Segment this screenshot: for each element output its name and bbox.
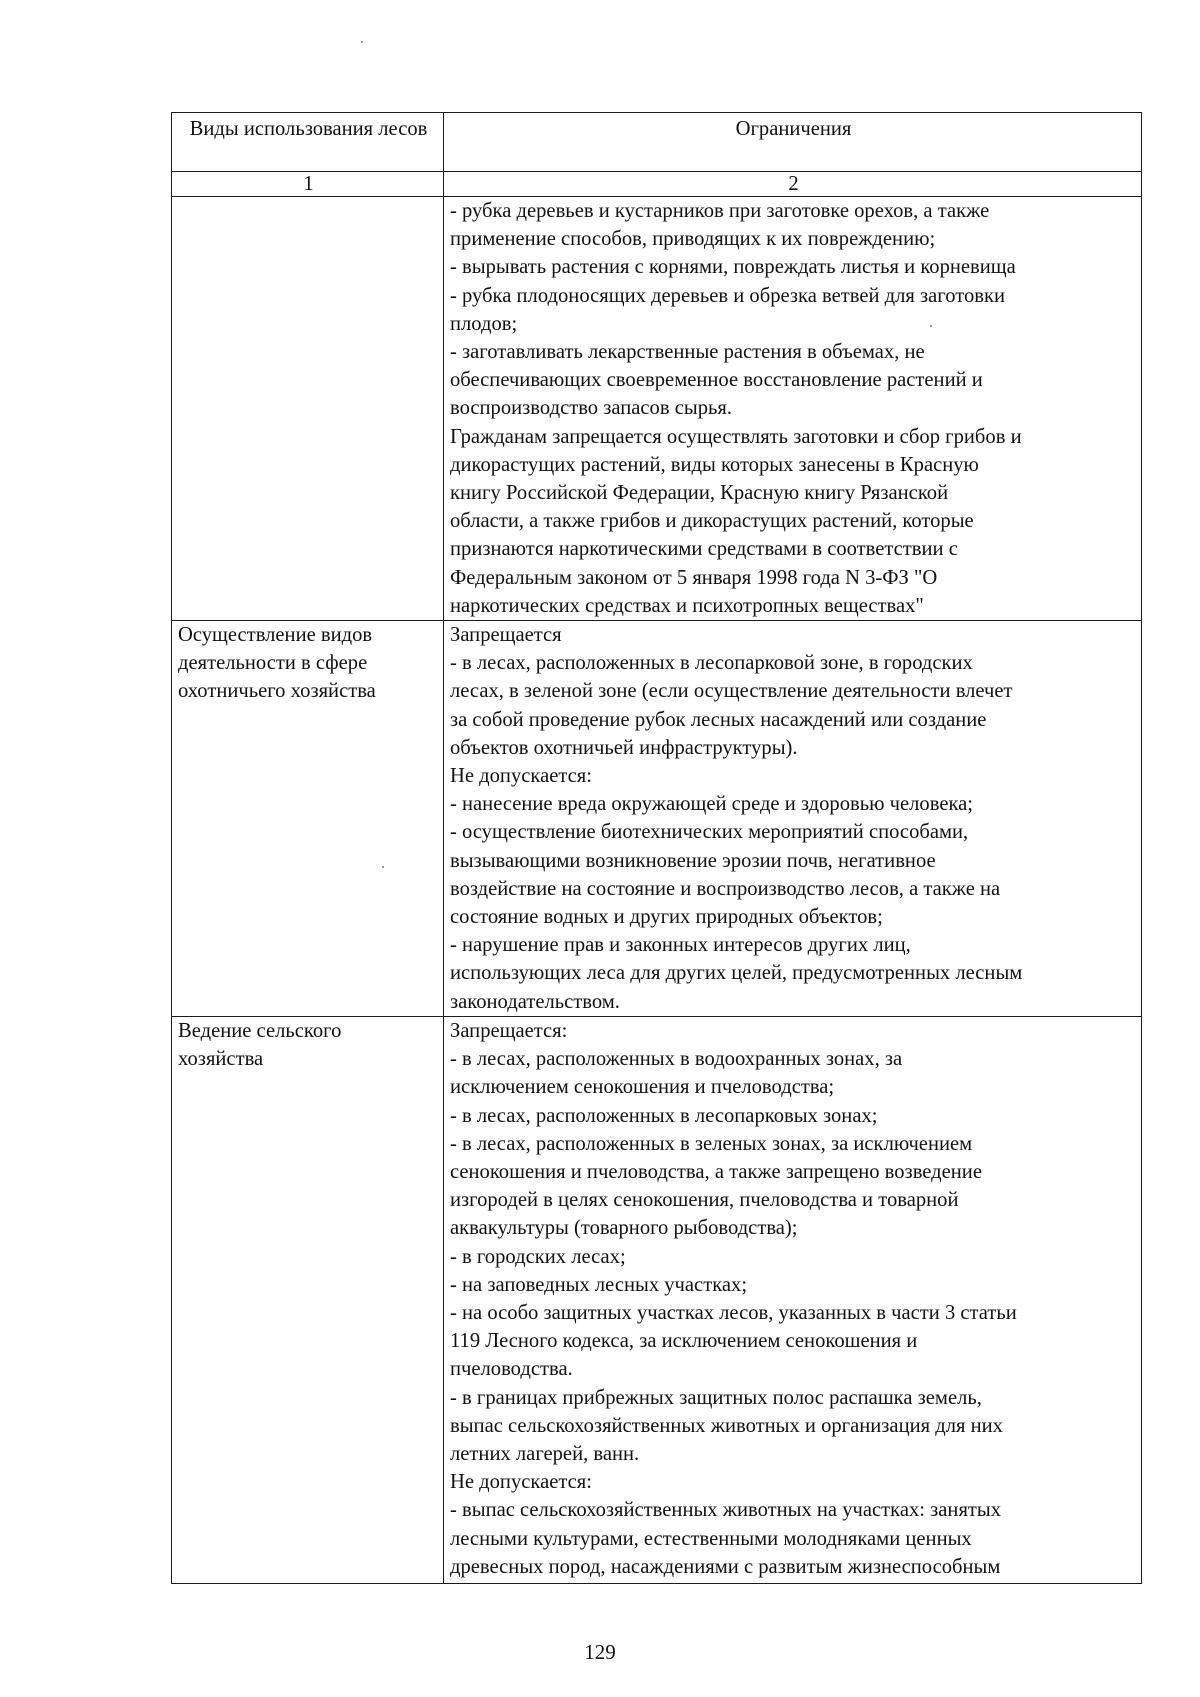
restriction-text-line: обеспечивающих своевременное восстановление растений и — [450, 369, 983, 392]
forest-use-kind-text: Ведение сельского — [178, 1019, 342, 1042]
restriction-text-line: аквакультуры (товарного рыбоводства); — [450, 1217, 798, 1240]
restriction-text-line: области, а также грибов и дикорастущих растений, которые — [450, 510, 974, 533]
table-row — [172, 621, 1142, 1017]
restriction-text-line: Гражданам запрещается осуществлять заготовки и сбор грибов и — [450, 425, 1022, 448]
restriction-text-line: Не допускается: — [450, 1471, 592, 1494]
restriction-text-line: Не допускается: — [450, 765, 592, 788]
restriction-text-line: - заготавливать лекарственные растения в объемах, не — [450, 341, 925, 364]
restriction-text-line: - выпас сельскохозяйственных животных на участках: занятых — [450, 1499, 1002, 1522]
restriction-text-line: вызывающими возникновение эрозии почв, негативное — [450, 849, 936, 872]
restriction-text-line: выпас сельскохозяйственных животных и организация для них — [450, 1414, 1003, 1437]
table-row — [172, 197, 1142, 621]
restriction-text-line: изгородей в целях сенокошения, пчеловодства и товарной — [450, 1189, 959, 1212]
scan-speck — [361, 41, 363, 43]
restriction-text-line: дикорастущих растений, виды которых занесены в Красную — [450, 453, 979, 476]
restriction-text-line: 119 Лесного кодекса, за исключением сенокошения и — [450, 1330, 918, 1353]
column-number-2: 2 — [444, 172, 1142, 197]
restriction-text-line: состояние водных и других природных объектов; — [450, 906, 883, 929]
forest-use-kind-cell — [172, 197, 444, 621]
restriction-text-line: сенокошения и пчеловодства, а также запрещено возведение — [450, 1160, 982, 1183]
restriction-text-line: исключением сенокошения и пчеловодства; — [450, 1076, 835, 1099]
restriction-text-line: наркотических средствах и психотропных веществах" — [450, 594, 924, 617]
restriction-text-line: - в лесах, расположенных в лесопарковых зонах; — [450, 1104, 878, 1127]
restriction-text-line: - вырывать растения с корнями, повреждать листья и корневища — [450, 256, 1016, 279]
restriction-text-line: летних лагерей, ванн. — [450, 1442, 640, 1465]
header-restrictions: Ограничения — [444, 113, 1142, 172]
restriction-text-line: плодов; — [450, 312, 518, 335]
restriction-text-line: книгу Российской Федерации, Красную книгу Рязанской — [450, 482, 949, 505]
restriction-text-line: применение способов, приводящих к их повреждению; — [450, 228, 936, 251]
restriction-text-line: - осуществление биотехнических мероприятий способами, — [450, 821, 969, 844]
restriction-text-line: использующих леса для других целей, предусмотренных лесным — [450, 962, 1023, 985]
restriction-text-line: объектов охотничьей инфраструктуры). — [450, 736, 798, 759]
header-row — [172, 113, 1142, 172]
forest-use-kind-text: хозяйства — [178, 1048, 264, 1071]
forest-use-kind-cell — [172, 1016, 444, 1583]
table-body — [172, 197, 1142, 1584]
restriction-text-line: Запрещается — [450, 624, 562, 647]
table-row — [172, 1016, 1142, 1583]
restrictions-cell — [444, 1016, 1142, 1583]
column-number-1: 1 — [172, 172, 444, 197]
header-forest-use-types: Виды использования лесов — [172, 113, 444, 172]
restriction-text-line: воздействие на состояние и воспроизводство лесов, а также на — [450, 877, 1001, 900]
restriction-text-line: пчеловодства. — [450, 1358, 573, 1381]
restriction-text-line: - на особо защитных участках лесов, указанных в части 3 статьи — [450, 1301, 1017, 1324]
forest-use-restrictions-table — [171, 112, 1142, 1584]
restriction-text-line: законодательством. — [450, 990, 620, 1013]
restrictions-cell — [444, 621, 1142, 1017]
restriction-text-line: - нанесение вреда окружающей среде и здоровью человека; — [450, 793, 974, 816]
forest-use-kind-text: Осуществление видов — [178, 624, 373, 647]
restriction-text-line: - в лесах, расположенных в лесопарковой зоне, в городских — [450, 652, 973, 675]
restriction-text-line: лесах, в зеленой зоне (если осуществление деятельности влечет — [450, 680, 1013, 703]
restriction-text-line: - на заповедных лесных участках; — [450, 1273, 748, 1296]
restriction-text-line: древесных пород, насаждениями с развитым жизнеспособным — [450, 1555, 1001, 1578]
restriction-text-line: Федеральным законом от 5 января 1998 года N 3-ФЗ "О — [450, 566, 938, 589]
restriction-text-line: - в границах прибрежных защитных полос распашка земель, — [450, 1386, 982, 1409]
restriction-text-line: - нарушение прав и законных интересов других лиц, — [450, 934, 911, 957]
table-header — [172, 113, 1142, 197]
restriction-text-line: - в городских лесах; — [450, 1245, 626, 1268]
column-number-row — [172, 172, 1142, 197]
restrictions-cell — [444, 197, 1142, 621]
restriction-text-line: признаются наркотическими средствами в соответствии с — [450, 538, 958, 561]
forest-use-kind-cell — [172, 621, 444, 1017]
restriction-text-line: - в лесах, расположенных в водоохранных зонах, за — [450, 1048, 903, 1071]
restriction-text-line: лесными культурами, естественными молодняками ценных — [450, 1527, 972, 1550]
forest-use-kind-text: деятельности в сфере — [178, 652, 368, 675]
restriction-text-line: за собой проведение рубок лесных насаждений или создание — [450, 708, 987, 731]
restriction-text-line: - рубка плодоносящих деревьев и обрезка ветвей для заготовки — [450, 284, 1006, 307]
restriction-text-line: - в лесах, расположенных в зеленых зонах, за исключением — [450, 1132, 973, 1155]
restriction-text-line: Запрещается: — [450, 1019, 568, 1042]
forest-use-kind-text: охотничьего хозяйства — [178, 680, 376, 703]
restriction-text-line: - рубка деревьев и кустарников при заготовке орехов, а также — [450, 200, 990, 222]
page-number: 129 — [584, 1640, 616, 1664]
restriction-text-line: воспроизводство запасов сырья. — [450, 397, 732, 420]
